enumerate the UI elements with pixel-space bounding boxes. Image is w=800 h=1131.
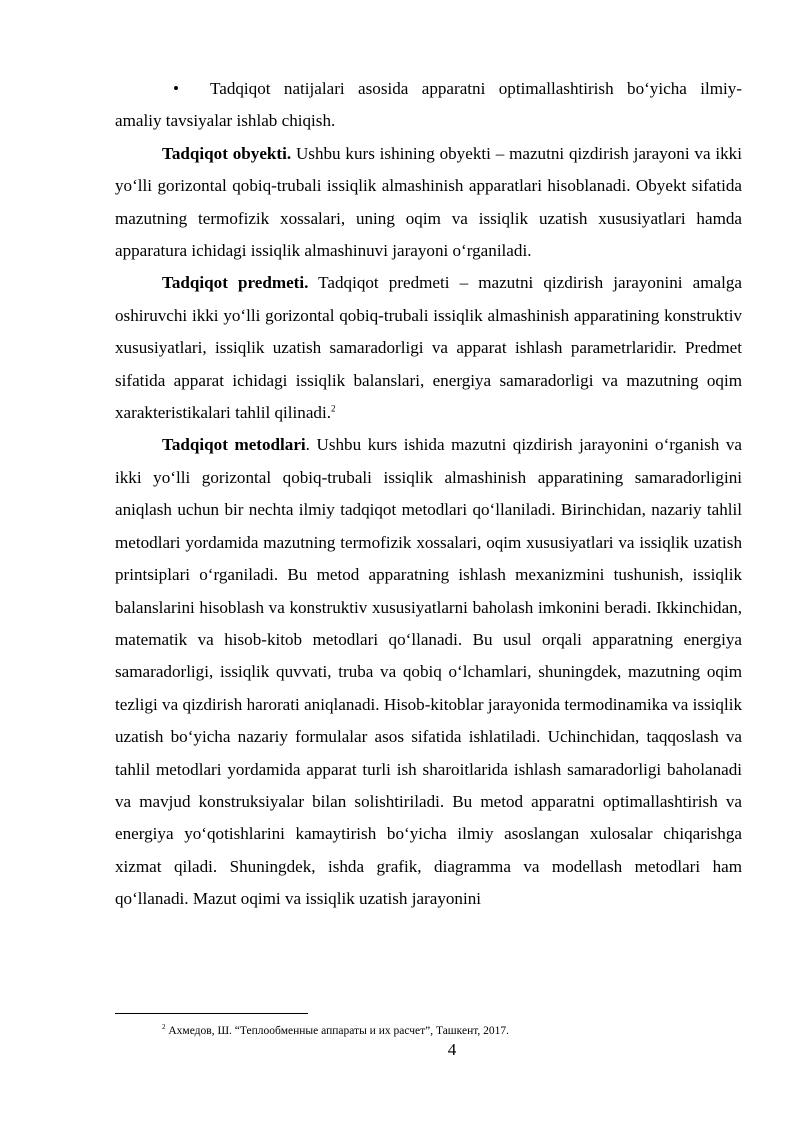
- bullet-icon: •: [173, 79, 179, 98]
- footnote-text: Ахмедов, Ш. “Теплообменные аппараты и их расчет”, Ташкент, 2017.: [165, 1025, 510, 1037]
- paragraph-research-subject: [115, 267, 742, 429]
- bullet-text-line-1: Tadqiqot natijalari asosida apparatni optimallashtirish bo‘yicha ilmiy-: [210, 79, 742, 98]
- body-text: [115, 73, 742, 916]
- footnote: [162, 1024, 722, 1038]
- paragraph-research-object: [115, 138, 742, 268]
- text-research-methods: . Ushbu kurs ishida mazutni qizdirish jarayonini o‘rganish va ikki yo‘lli gorizontal qobiq-trubali issiqlik almashinish apparatining samaradorligini aniqlash uchun bir nechta ilmiy tadqiqot metodlari qo‘llaniladi. Birinchidan, nazariy tahlil metodlari yordamida mazutning termofizik xossalari, oqim xususiyatlari va issiqlik uzatish printsiplari o‘rganiladi. Bu metod apparatning ishlash mexanizmini tushunish, issiqlik balanslarini hisoblash va konstruktiv xususiyatlarni baholash imkonini beradi. Ikkinchidan, matematik va hisob-kitob metodlari qo‘llanadi. Bu usul orqali apparatning energiya samaradorligi, issiqlik quvvati, truba va qobiq o‘lchamlari, shuningdek, mazutning oqim tezligi va qizdirish harorati aniqlanadi. Hisob-kitoblar jarayonida termodinamika va issiqlik uzatish bo‘yicha nazariy formulalar asos sifatida ishlatiladi. Uchinchidan, taqqoslash va tahlil metodlari yordamida apparat turli ish sharoitlarida ishlash samaradorligi baholanadi va mavjud konstruksiyalar bilan solishtiriladi. Bu metod apparatni optimallashtirish va energiya yo‘qotishlarini kamaytirish bo‘yicha ilmiy asoslangan xulosalar chiqarishga xizmat qiladi. Shuningdek, ishda grafik, diagramma va modellash metodlari ham qo‘llanadi. Mazut oqimi va issiqlik uzatish jarayonini: [115, 435, 742, 909]
- heading-research-methods: Tadqiqot metodlari: [162, 435, 306, 455]
- bullet-item: [115, 73, 742, 138]
- heading-research-object: Tadqiqot obyekti.: [162, 143, 292, 163]
- paragraph-research-methods: [115, 429, 742, 915]
- page-number: 4: [447, 1040, 457, 1059]
- footnote-number: 2: [162, 1023, 166, 1032]
- footnote-reference[interactable]: 2: [330, 403, 336, 414]
- text-research-subject: Tadqiqot predmeti – mazutni qizdirish jarayonini amalga oshiruvchi ikki yo‘lli gorizontal qobiq-trubali issiqlik almashinish apparatining konstruktiv xususiyatlari, issiqlik uzatish samaradorligi va apparat ishlash parametrlaridir. Predmet sifatida apparat ichidagi issiqlik balanslari, energiya samaradorligi va mazutning oqim xarakteristikalari tahlil qilinadi.: [115, 273, 742, 423]
- footnote-divider: [115, 1013, 308, 1014]
- text-research-object: Ushbu kurs ishining obyekti – mazutni qizdirish jarayoni va ikki yo‘lli gorizontal qobiq-trubali issiqlik almashinish apparatlari hisoblanadi. Obyekt sifatida mazutning termofizik xossalari, uning oqim va issiqlik uzatish xususiyatlari hamda apparatura ichidagi issiqlik almashinuvi jarayoni o‘rganiladi.: [115, 143, 742, 261]
- bullet-text-line-2: amaliy tavsiyalar ishlab chiqish.: [115, 111, 336, 131]
- heading-research-subject: Tadqiqot predmeti.: [162, 273, 309, 293]
